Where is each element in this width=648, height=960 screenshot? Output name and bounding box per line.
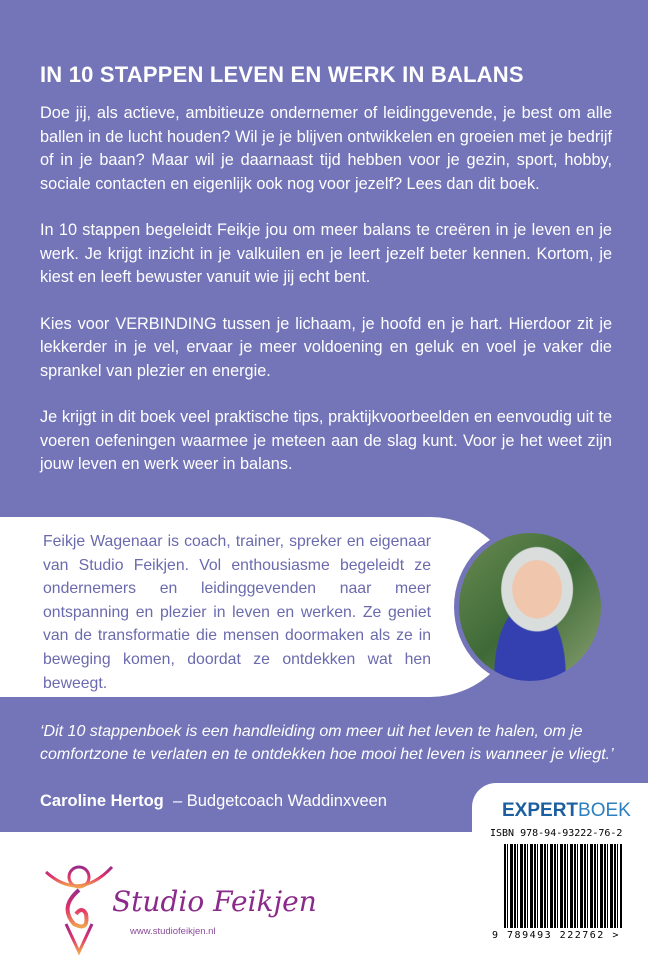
author-role: – Budgetcoach Waddinxveen (172, 792, 387, 810)
author-name: Caroline Hertog (40, 792, 164, 810)
publisher-logo-part2: BOEK (578, 800, 631, 821)
publisher-logo-part1: EXPERT (502, 800, 579, 821)
blurb-paragraph: In 10 stappen begeleidt Feikje jou om meer balans te creëren in je leven en je werk. Je krijgt inzicht in je valkuilen en je leert jezelf beter kennen. Kortom, je kiest en leeft bewuster vanuit wie jij echt bent. (40, 221, 612, 286)
blurb-paragraph: Je krijgt in dit boek veel praktische tips, praktijkvoorbeelden en eenvoudig uit te voeren oefeningen waarmee je meteen aan de slag kunt. Voor je het weet zijn jouw leven en werk weer in balans. (40, 408, 612, 473)
blurb-paragraph: Kies voor VERBINDING tussen je lichaam, je hoofd en je hart. Hierdoor zit je lekkerder in je vel, ervaar je meer voldoening en geluk en voel je vaker die sprankel van plezier en energie. (40, 314, 612, 380)
studio-logo-text: Studio Feikjen (112, 885, 317, 918)
testimonial-quote: ‘Dit 10 stappenboek is een handleiding om meer uit het leven te halen, om je comfortzone te verlaten en te ontdekken hoe mooi het leven is wanneer je vliegt.’ (40, 723, 614, 763)
author-photo (454, 528, 606, 686)
testimonial-author (40, 792, 387, 811)
barcode (504, 844, 622, 928)
blurb-paragraph: Doe jij, als actieve, ambitieuze ondernemer of leidinggevende, je best om alle ballen in de lucht houden? Wil je je blijven ontwikkelen en groeien met je bedrijf of in je baan? Maar wil je daarnaast tijd hebben voor je gezin, sport, hobby, sociale contacten en eigenlijk ook nog voor jezelf? Lees dan dit boek. (40, 104, 612, 193)
book-title: IN 10 STAPPEN LEVEN EN WERK IN BALANS (40, 62, 524, 87)
publisher-logo (502, 800, 631, 822)
blurb (40, 102, 612, 500)
studio-logo-icon (44, 862, 114, 957)
barcode-number: 9 789493 222762 > (492, 930, 620, 941)
isbn: ISBN 978-94-93222-76-2 (490, 828, 623, 839)
studio-url: www.studiofeikjen.nl (130, 926, 216, 937)
author-bio: Feikje Wagenaar is coach, trainer, spreker en eigenaar van Studio Feikjen. Vol enthousiasme begeleidt ze ondernemers en leidinggevenden naar meer ontspanning en plezier in leven en werken. Ze geniet van de transformatie die mensen doormaken als ze in beweging komen, doordat ze ontdekken wat hen beweegt. (43, 533, 431, 692)
